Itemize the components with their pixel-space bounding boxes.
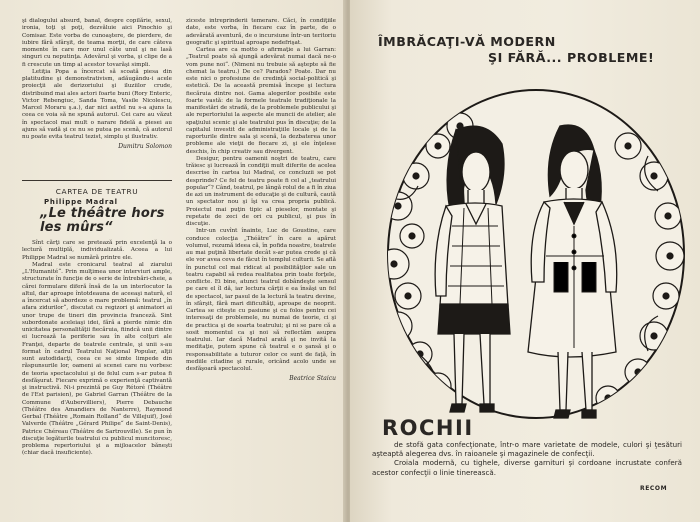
author-signature: Dumitru Solomon: [118, 143, 172, 151]
author-signature: Beatrice Staicu: [289, 375, 336, 383]
paragraph: Intr-un cuvînt înainte, Luc de Goustine, care conduce colecţia „Théâtre“ în care a apărut volumul, rezumă ideea că, în pofida noastre, teatrele au mai puţină libertate decât s-ar putea crede şi că ele vor avea ceva de făcut în templul culturii. Se află în punctul cel mai ridicat al posibilităţilor sale un teatru capabil să redea realitatea prin toate forţele, conflicte. Ei bine, atunci teatrul dobândeşte sensul pe care el îl dă, iar lectura cărţii e ea însăşi un fel de spectacol, iar pasul de la lectură la teatru devine, în sfârşit, fără mari dificultăţi, aproape de neoprit. Cartea se citeşte cu pasiune şi cu folos pentru cei interesaţi de problemele, nu numai de teorie, ci şi de practica şi de soarta teatrului; şi ni se pare că a sosit momentul ca şi noi să reflectăm asupra teatrului. Iar dacă Madral arată şi ne invită la meditaţie, putem spune că teatrul e o şansă şi o responsabilitate a tuturor celor ce sunt de faţă, în mediile citadine şi rurale, oricând acolo unde se desfăşoară spectacolul.: [186, 228, 336, 372]
column-2: [186, 18, 336, 383]
headline-line-2: ŞI FĂRĂ... PROBLEME!: [488, 50, 655, 65]
paragraph: şi dialogului absurd, banal, despre copilărie, sexul, ironia, toţi şi poţi, dezvăluie aici Pinochio şi Comisar. Este vorba de cunoaştere, de pierdere, de iubire fără sfârşit, de teama morţii, de care câteva momente în care mor unul câte unul şi ne lasă singuri cu neputinţa. Adevărul şi vorba, şi clipe de a fi crescute un timp al acestor tovarăşi simpli.: [22, 18, 172, 68]
ad-paragraph: de stofă gata confecţionate, într-o mare varietate de modele, culori şi ţesături aşteaptă alegerea dvs. în raioanele şi magazinele de confecţii.: [372, 440, 682, 459]
column-1-top: [22, 18, 172, 151]
ad-copy: [372, 440, 682, 477]
section-label: CARTEA DE TEATRU: [55, 187, 139, 196]
fashion-illustration: [368, 86, 686, 444]
paragraph: ziceste intreprinderii temerare. Căci, în condiţiile date, este vorba, în fiecare caz în parte, de o adevărată aventură, de o incursiune într-un teritoriu geografic şi spiritual aproape nedefrişat.: [186, 18, 336, 46]
divider: [22, 180, 172, 181]
book-review-header: [22, 174, 172, 235]
advertiser-signature: RECOM: [640, 485, 668, 492]
book-title: „Le théâtre hors les mûrs“: [40, 206, 165, 235]
headline-line-1: ÎMBRĂCAŢI-VĂ MODERN: [378, 34, 556, 49]
section-title: ROCHII: [382, 416, 474, 440]
ad-paragraph: Croiala modernă, cu tighele, diverse garnituri şi cordoane incrustate conferă acestor confecţii o linie tinerească.: [372, 458, 682, 477]
ad-headline: [378, 34, 688, 66]
paragraph: Desigur, pentru oamenii noştri de teatru, care trăiesc şi lucrează în condiţii mult diferite de acelea descrise în cartea lui Madral, ce concluzii se pot desprinde? Ce fel de teatru poate fi cel al „teatrului popular“? Când, teatrul, pe lângă rolul de a fi în ziua de azi un instrument de educaţie şi de cultură, caută un spectator nou şi îşi va crea propria publică. Proiectul mai puţin tipic al pieselor, montate şi repetate de zeci de ori cu publicul, şi pus în discuţie.: [186, 155, 336, 227]
left-page: [0, 0, 346, 522]
paragraph: Letiţia Popa a încercat să scoată piesa din platitudine şi demonstrativism, adăugându-i acele proiecţii ale derizoriului şi iluziilor crude, distribuind mai ales actori foarte buni (Rory Enteric, Victor Rebengiuc, Sanda Toma, Vasile Nicolescu, Marcel Moraru ş.a.), dar nici astfel nu s-a ajuns la ceea ce voia să ne spună autorul. Cei care au văzut în spectacol mai mult o narare fidelă a piesei au ajuns să vadă şi ce nu se putea pe scenă, că autorul nu poate evita teatrul tezist, simplu şi ilustrativ.: [22, 68, 172, 140]
paragraph: Sînt cărţi care se pretează prin excelenţă la o lectură multiplă, individualizată. Aceea a lui Philippe Madral se numără printre ele.: [22, 240, 172, 261]
book-author: Philippe Madral: [44, 198, 118, 206]
column-1-bottom: [22, 240, 172, 458]
paragraph: Madral este cronicarul teatral al ziarului „L'Humanité“. Prin mulţimea unor interviuri ample, structurate în funcţie de o serie de întrebări-cheie, a cărei formulare diferă însă de la un interlocutor la altul, dar aproape întotdeauna de aceeaşi natură, el a încercat să abordeze o mare problemă: teatrul „în afara zidurilor“, discutat cu regizori şi animatori ai unor trupe de tineri din provincia franceză. Sint subordonate aceleiaşi idei, fără a pierde nimic din unicitatea personalităţii fiecăruia, fiindcă unii dintre ei lucrează la periferie sau în alte colţuri ale Franţei, departe de teatrele centrale, şi unii s-au format în cadrul Teatrului Naţional Popular, alţii sunt autodidacţi, ceea ce se simte limpede din răspunsurile lor, oameni ai scenei care nu vorbesc de teoria spectacolului şi de felul cum s-ar putea fi desfăşurat. Fiecare exprimă o experienţă captivantă şi instructivă. Ni-i prezintă pe Guy Rétoré (Théâtre de l'Est parisien), pe Gabriel Garran (Théâtre de la Commune d'Aubervilliers), Pierre Debauche (Théâtre des Amandiers de Nanterre), Raymond Gerbal (Théâtre „Romain Rolland“ de Villejuif), José Valverde (Théâtre „Gérard Philipe“ de Saint-Denis), Patrice Chéreau (Théâtre de Sartrouville). Se pun în discuţie legăturile teatrului cu publicul muncitoresc, problema repertoriului şi a mijloacelor băneşti (chiar dacă insuficiente).: [22, 261, 172, 457]
paragraph: Cartea are ca motto o afirmaţie a lui Garran: „Teatrul poate să ajungă adevărat numai dacă ne-o vom pune noi“. (Nimeni nu trebuie să aştepte să fie chemat la teatru.) De ce? Paradox? Poate. Dar nu este nici o profesiune de credinţă social-politică şi estetică. De la această premisă începe şi lectura fiecăruia dintre noi. Gama alegerilor posibile este foarte vastă: de la formele teatrale tradiţionale la manifestări de stradă, de la problemele publicului şi ale repertoriului la aspecte ale muncii de atelier, ale spaţiului scenic şi ale teatrului pus în discuţie; de la capitalul investit de administraţiile locale şi de la raporturile dintre sala şi scenă, la dezbaterea unor probleme ale vieţii de fiecare zi, şi ele înţelese deschis, în chip creativ sau divergent.: [186, 47, 336, 155]
